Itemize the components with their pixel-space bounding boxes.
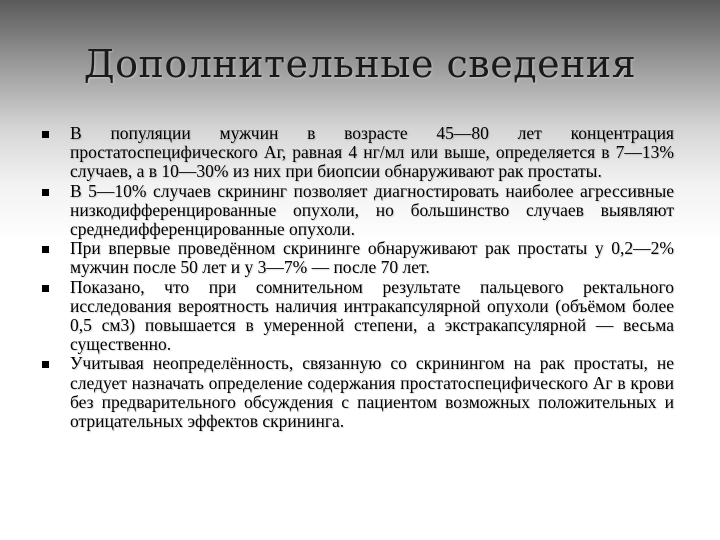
- square-bullet-icon: [42, 189, 49, 196]
- bullet-text: В популяции мужчин в возрасте 45—80 лет концентрация простатоспецифического Аг, равная 4 нг/мл или выше, определяется в 7—13% случаев, а в 10—30% из них при биопсии обнаруживают рак простаты.: [70, 123, 674, 182]
- bullet-item: [40, 354, 674, 431]
- bullet-text: Показано, что при сомнительном результате пальцевого ректального исследования вероятность наличия интракапсулярной опухоли (объёмом более 0,5 см3) повышается в умеренной степени, а экстракапсулярной — весьма существенно.: [70, 276, 674, 355]
- square-bullet-icon: [42, 361, 49, 368]
- bullet-item: [40, 124, 674, 182]
- bullet-item: [40, 182, 674, 240]
- bullet-text: Учитывая неопределённость, связанную со скринингом на рак простаты, не следует назначать определение содержания простатоспецифического Аг в крови без предварительного обсуждения с пациентом возможных положительных и отрицательных эффектов скрининга.: [70, 353, 674, 432]
- bullet-item: [40, 239, 674, 277]
- bullet-text: В 5—10% случаев скрининг позволяет диагностировать наиболее агрессивные низкодифференцированные опухоли, но большинство случаев выявляют среднедифференцированные опухоли.: [70, 180, 674, 240]
- bullet-item: [40, 278, 674, 355]
- square-bullet-icon: [42, 131, 49, 138]
- bullet-list: [40, 124, 674, 431]
- square-bullet-icon: [42, 285, 49, 292]
- bullet-text: При впервые проведённом скрининге обнаруживают рак простаты у 0,2—2% мужчин после 50 лет и у 3—7% — после 70 лет.: [70, 238, 674, 278]
- slide-title: Дополнительные сведения: [83, 42, 637, 86]
- square-bullet-icon: [42, 246, 49, 253]
